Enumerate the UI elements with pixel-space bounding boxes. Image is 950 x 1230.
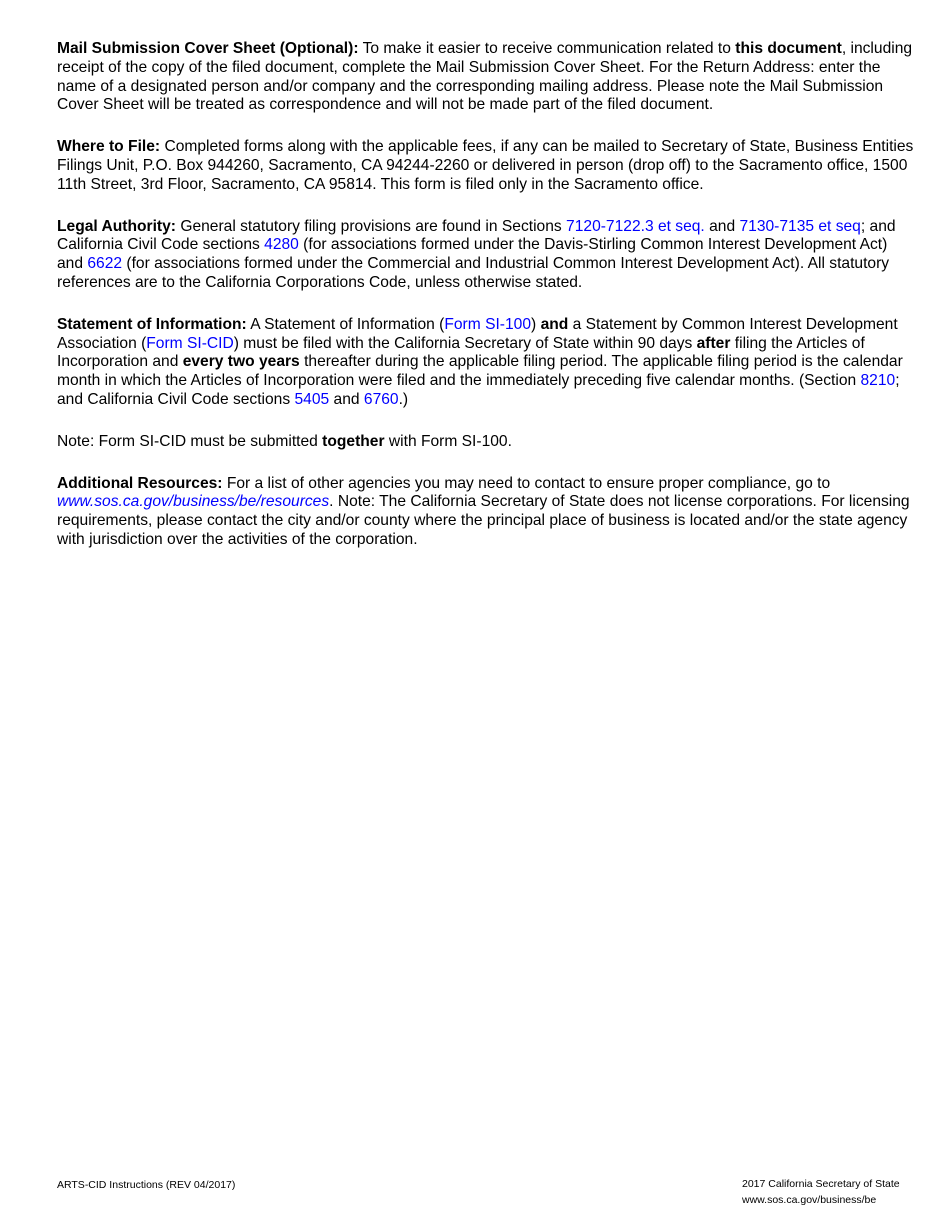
- additional-resources-paragraph: Additional Resources: For a list of other agencies you may need to contact to ensure proper compliance, go to www.sos.ca.gov/business/be/resources. Note: The California Secretary of State does not license corporations. For licensing requirements, please contact the city and/or county where the principal place of business is located and/or the state agency with jurisdiction over the activities of the corporation.: [57, 474, 910, 548]
- statement-of-information-heading: Statement of Information:: [57, 315, 247, 333]
- link-resources-url[interactable]: www.sos.ca.gov/business/be/resources: [57, 493, 330, 511]
- link-civil-code-6760[interactable]: 6760: [363, 390, 399, 408]
- link-form-si-100[interactable]: Form SI-100: [444, 315, 532, 333]
- link-section-7130[interactable]: 7130-7135 et seq: [739, 217, 861, 235]
- additional-resources-heading: Additional Resources:: [57, 474, 223, 492]
- note-paragraph: Note: Form SI-CID must be submitted together with Form SI-100.: [57, 432, 512, 450]
- statement-of-information-paragraph: Statement of Information: A Statement of Information (Form SI-100) and a Statement by Common Interest Development Association (Form SI-CID) must be filed with the California Secretary of State within 90 days after filing the Articles of Incorporation and every two years thereafter during the applicable filing period. The applicable filing period is the calendar month in which the Articles of Incorporation were filed and the immediately preceding five calendar months. (Section 8210; and California Civil Code sections 5405 and 6760.): [57, 315, 903, 408]
- link-civil-code-5405[interactable]: 5405: [294, 390, 330, 408]
- link-section-7120[interactable]: 7120-7122.3 et seq.: [566, 217, 705, 235]
- mail-submission-heading: Mail Submission Cover Sheet (Optional):: [57, 40, 359, 57]
- footer-copyright: 2017 California Secretary of State: [742, 1178, 900, 1190]
- instructions-body: [57, 40, 917, 573]
- mail-submission-paragraph: Mail Submission Cover Sheet (Optional): To make it easier to receive communication related to this document, including receipt of the copy of the filed document, complete the Mail Submission Cover Sheet. For the Return Address: enter the name of a designated person and/or company and the corresponding mailing address. Please note the Mail Submission Cover Sheet will be treated as correspondence and will not be made part of the filed document.: [57, 40, 913, 114]
- footer-form-id: ARTS-CID Instructions (REV 04/2017): [57, 1179, 236, 1191]
- link-civil-code-6622[interactable]: 6622: [87, 255, 123, 273]
- link-form-si-cid[interactable]: Form SI-CID: [146, 334, 234, 352]
- link-civil-code-4280[interactable]: 4280: [264, 236, 299, 254]
- footer-website: www.sos.ca.gov/business/be: [742, 1194, 877, 1206]
- where-to-file-heading: Where to File:: [57, 138, 161, 156]
- legal-authority-paragraph: Legal Authority: General statutory filing provisions are found in Sections 7120-7122.3 et seq. and 7130-7135 et seq; and California Civil Code sections 4280 (for associations formed under the Davis-Stirling Common Interest Development Act) and 6622 (for associations formed under the Commercial and Industrial Common Interest Development Act). All statutory references are to the California Corporations Code, unless otherwise stated.: [57, 217, 896, 291]
- footer-publisher: [742, 1176, 900, 1208]
- legal-authority-heading: Legal Authority:: [57, 217, 176, 235]
- where-to-file-paragraph: Where to File: Completed forms along with the applicable fees, if any can be mailed to Secretary of State, Business Entities Filings Unit, P.O. Box 944260, Sacramento, CA 94244-2260 or delivered in person (drop off) to the Sacramento office, 1500 11th Street, 3rd Floor, Sacramento, CA 95814. This form is filed only in the Sacramento office.: [57, 138, 914, 193]
- link-section-8210[interactable]: 8210: [860, 372, 896, 390]
